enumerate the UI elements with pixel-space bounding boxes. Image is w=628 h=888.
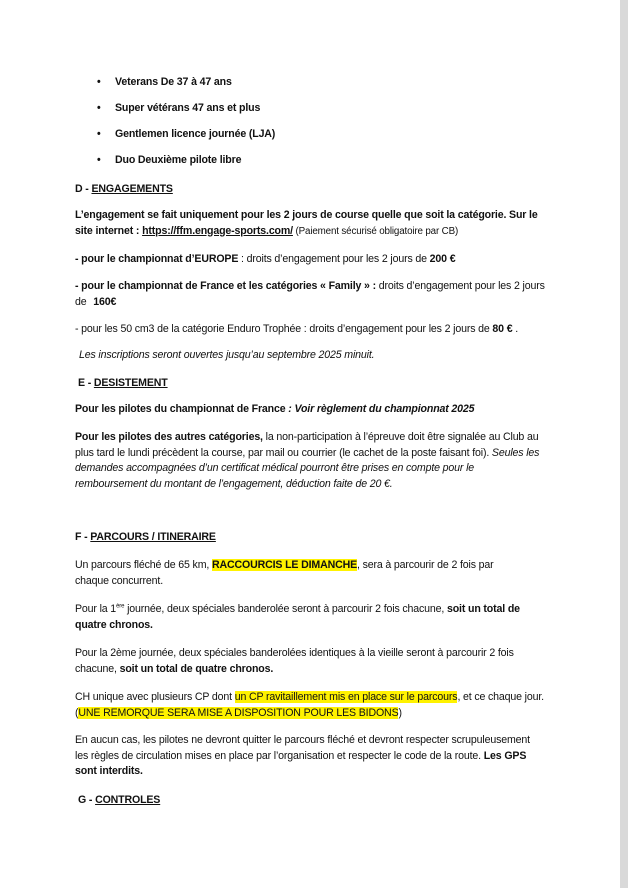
bullet-marker: • [97, 128, 101, 140]
bullet-marker: • [97, 102, 101, 114]
engagement-enduro: - pour les 50 cm3 de la catégorie Enduro Trophée : droits d’engagement pour les 2 jours de 80 € . [75, 323, 519, 335]
bullet-marker: • [97, 154, 101, 166]
desistement-others: Pour les pilotes des autres catégories, la non-participation à l’épreuve doit être signalée au Club au plus tard le lundi précèdent la course, par mail ou courrier (le cachet de la poste faisant foi). Seules les demandes accompagnées d’un certificat médical pourront être prises en compte pour le remboursement du montant de l’engagement, déduction faite de 20 €. [75, 431, 540, 490]
parcours-day-one: Pour la 1ère journée, deux spéciales banderolée seront à parcourir 2 fois chacune, soit un total de quatre chronos. [75, 603, 520, 631]
engagement-france: - pour le championnat de France et les catégories « Family » : droits d’engagement pour les 2 jours de 160€ [75, 280, 545, 308]
inscriptions-note: Les inscriptions seront ouvertes jusqu’au septembre 2025 minuit. [79, 349, 375, 361]
parcours-distance: Un parcours fléché de 65 km, RACCOURCIS LE DIMANCHE, sera à parcourir de 2 fois par chaque concurrent. [75, 559, 494, 587]
parcours-rules: En aucun cas, les pilotes ne devront quitter le parcours fléché et devront respecter scrupuleusement les règles de circulation mises en place par l’organisation et respecter le code de la route. Les GPS sont interdits. [75, 734, 530, 777]
bullet-text: Super vétérans 47 ans et plus [115, 102, 261, 114]
bullet-text: Gentlemen licence journée (LJA) [115, 128, 276, 140]
engagement-intro: L’engagement se fait uniquement pour les 2 jours de course quelle que soit la catégorie. Sur le site internet : https://ffm.engage-sports.com/ (Paiement sécurisé obligatoire par CB) [75, 209, 538, 237]
parcours-day-two: Pour la 2ème journée, deux spéciales banderolées identiques à la vieille seront à parcourir 2 fois chacune, soit un total de quatre chronos. [75, 647, 514, 675]
parcours-controls-ch: CH unique avec plusieurs CP dont un CP ravitaillement mis en place sur le parcours, et ce chaque jour. (UNE REMORQUE SERA MISE A DISPOSITION POUR LES BIDONS) [75, 691, 544, 719]
page-edge [620, 0, 628, 888]
section-heading-desistement: E - DESISTEMENT [78, 377, 168, 389]
section-heading-controles: G - CONTROLES [78, 794, 161, 806]
engagement-europe: - pour le championnat d’EUROPE : droits d’engagement pour les 2 jours de 200 € [75, 253, 456, 265]
desistement-france: Pour les pilotes du championnat de France : Voir règlement du championnat 2025 [75, 403, 475, 415]
bullet-text: Duo Deuxième pilote libre [115, 154, 242, 166]
bullet-marker: • [97, 76, 101, 88]
bullet-text: Veterans De 37 à 47 ans [115, 76, 232, 88]
section-heading-engagements: D - ENGAGEMENTS [75, 183, 173, 195]
section-heading-parcours: F - PARCOURS / ITINERAIRE [75, 531, 216, 543]
engage-site-link[interactable]: https://ffm.engage-sports.com/ [142, 224, 293, 237]
